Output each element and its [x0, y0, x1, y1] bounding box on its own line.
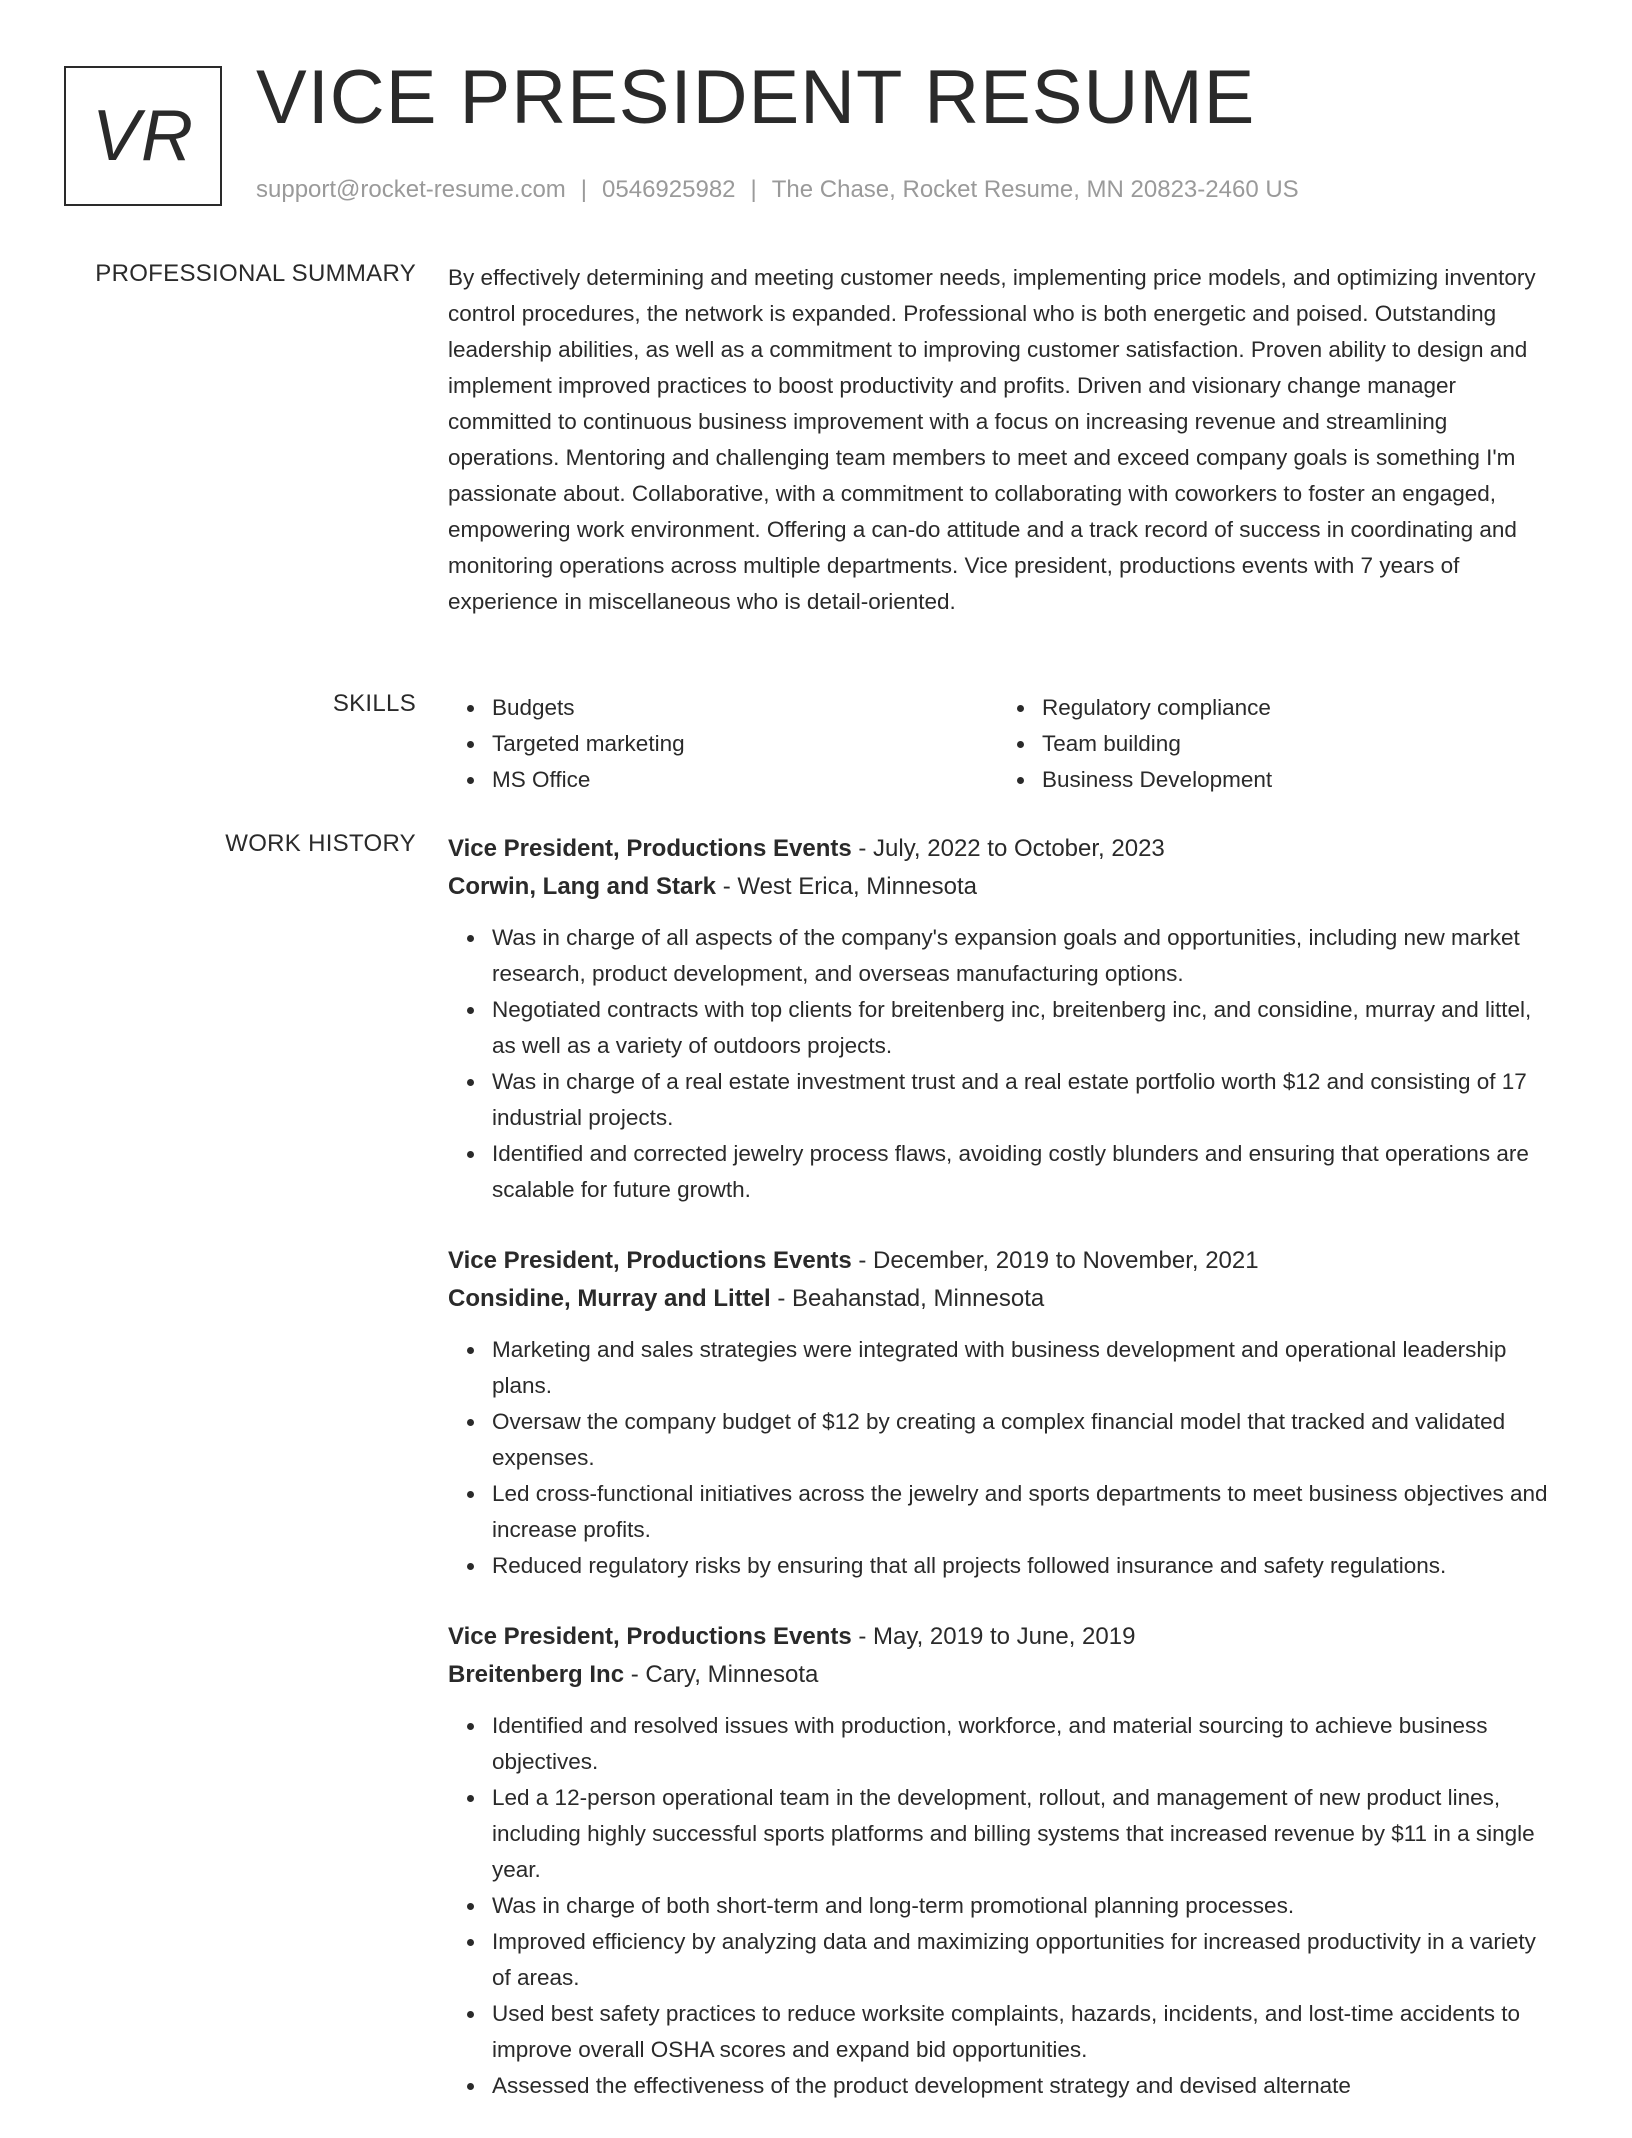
job-bullet: Assessed the effectiveness of the product development strategy and devised alternate [492, 2068, 1560, 2104]
job-bullet: Identified and resolved issues with production, workforce, and material sourcing to achieve business objectives. [492, 1708, 1560, 1780]
contact-phone[interactable]: 0546925982 [602, 176, 736, 203]
job-title-line [448, 1618, 1560, 1656]
job-bullet: Was in charge of both short-term and long-term promotional planning processes. [492, 1888, 1560, 1924]
summary-body [448, 260, 1560, 620]
job-bullets [448, 1332, 1560, 1584]
skill-item: MS Office [492, 762, 998, 798]
job-bullet: Negotiated contracts with top clients for breitenberg inc, breitenberg inc, and considine, murray and littel, as well as a variety of outdoors projects. [492, 992, 1560, 1064]
skill-item: Budgets [492, 690, 998, 726]
job-company-line [448, 868, 1560, 906]
job-company: Considine, Murray and Littel [448, 1285, 771, 1312]
job-bullet: Identified and corrected jewelry process flaws, avoiding costly blunders and ensuring that operations are scalable for future growth. [492, 1136, 1560, 1208]
job-company-line [448, 1280, 1560, 1318]
resume-title: VICE PRESIDENT RESUME [256, 55, 1256, 140]
skill-item: Targeted marketing [492, 726, 998, 762]
skills-list [448, 690, 1560, 798]
contact-line [256, 176, 1299, 204]
job-bullet: Improved efficiency by analyzing data and maximizing opportunities for increased productivity in a variety of areas. [492, 1924, 1560, 1996]
job-location: - West Erica, Minnesota [716, 873, 978, 900]
job-dates: - July, 2022 to October, 2023 [851, 835, 1165, 862]
job-bullets [448, 1708, 1560, 2104]
job-entry [448, 1242, 1560, 1584]
job-bullet: Was in charge of all aspects of the company's expansion goals and opportunities, including new market research, product development, and overseas manufacturing options. [492, 920, 1560, 992]
contact-separator: | [580, 176, 588, 203]
skill-item: Regulatory compliance [1042, 690, 1548, 726]
job-title: Vice President, Productions Events [448, 1623, 852, 1650]
skills-column-left [448, 690, 998, 798]
monogram-logo: VR [64, 66, 222, 206]
job-bullet: Used best safety practices to reduce worksite complaints, hazards, incidents, and lost-time accidents to improve overall OSHA scores and expand bid opportunities. [492, 1996, 1560, 2068]
skills-heading: SKILLS [332, 690, 416, 717]
work-history-heading: WORK HISTORY [225, 830, 416, 857]
skill-item: Team building [1042, 726, 1548, 762]
job-bullet: Reduced regulatory risks by ensuring that all projects followed insurance and safety regulations. [492, 1548, 1560, 1584]
job-entry [448, 830, 1560, 1208]
job-company-line [448, 1656, 1560, 1694]
contact-separator: | [750, 176, 757, 203]
job-entry [448, 1618, 1560, 2104]
skills-column-right [998, 690, 1548, 798]
contact-address: The Chase, Rocket Resume, MN 20823-2460 US [771, 176, 1299, 203]
job-title-line [448, 1242, 1560, 1280]
job-bullet: Marketing and sales strategies were integrated with business development and operational leadership plans. [492, 1332, 1560, 1404]
job-company: Corwin, Lang and Stark [448, 873, 717, 900]
job-dates: - May, 2019 to June, 2019 [851, 1623, 1136, 1650]
job-bullet: Oversaw the company budget of $12 by creating a complex financial model that tracked and validated expenses. [492, 1404, 1560, 1476]
job-dates: - December, 2019 to November, 2021 [851, 1247, 1259, 1274]
skill-item: Business Development [1042, 762, 1548, 798]
job-title-line [448, 830, 1560, 868]
job-bullet: Led a 12-person operational team in the development, rollout, and management of new product lines, including highly successful sports platforms and billing systems that increased revenue by $11 in a single year. [492, 1780, 1560, 1888]
job-bullet: Led cross-functional initiatives across the jewelry and sports departments to meet business objectives and increase profits. [492, 1476, 1560, 1548]
contact-email[interactable]: support@rocket-resume.com [256, 176, 566, 203]
summary-text: By effectively determining and meeting customer needs, implementing price models, and optimizing inventory control procedures, the network is expanded. Professional who is both energetic and poised. Outstanding leadership abilities, as well as a commitment to improving customer satisfaction. Proven ability to design and implement improved practices to boost productivity and profits. Driven and visionary change manager committed to continuous business improvement with a focus on increasing revenue and streamlining operations. Mentoring and challenging team members to meet and exceed company goals is something I'm passionate about. Collaborative, with a commitment to collaborating with coworkers to foster an engaged, empowering work environment. Offering a can-do attitude and a track record of success in coordinating and monitoring operations across multiple departments. Vice president, productions events with 7 years of experience in miscellaneous who is detail-oriented. [448, 265, 1536, 614]
job-company: Breitenberg Inc [448, 1661, 625, 1688]
job-bullet: Was in charge of a real estate investment trust and a real estate portfolio worth $12 and consisting of 17 industrial projects. [492, 1064, 1560, 1136]
job-title: Vice President, Productions Events [448, 1247, 852, 1274]
job-bullets [448, 920, 1560, 1208]
job-location: - Cary, Minnesota [624, 1661, 819, 1688]
job-location: - Beahanstad, Minnesota [770, 1285, 1045, 1312]
job-title: Vice President, Productions Events [448, 835, 852, 862]
summary-heading: PROFESSIONAL SUMMARY [95, 260, 416, 287]
work-history-body [448, 830, 1560, 2138]
